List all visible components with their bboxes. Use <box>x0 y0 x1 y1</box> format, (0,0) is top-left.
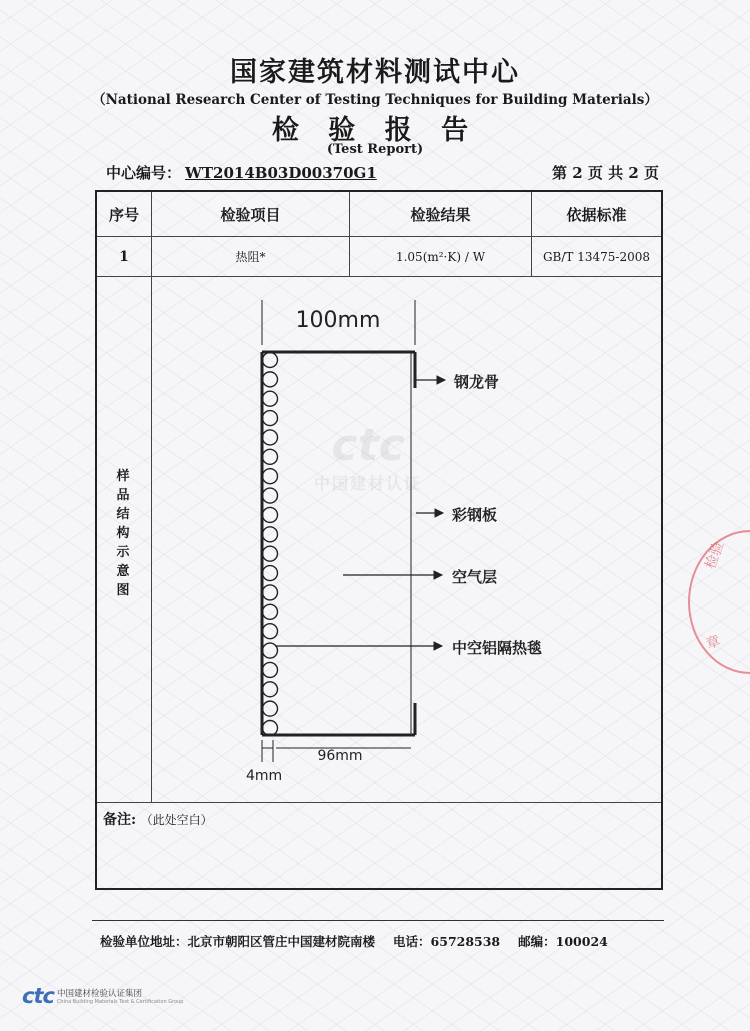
label-steel-keel: 钢龙骨 <box>454 373 500 391</box>
logo-text-cn: 中国建材检验认证集团 <box>56 989 142 999</box>
logo-text-en: China Building Materials Test & Certification Group <box>56 999 184 1005</box>
blanket-circle <box>263 430 278 445</box>
blanket-circle <box>263 353 278 368</box>
label-arrows <box>275 376 445 650</box>
phone-label: 电话： <box>393 934 431 949</box>
blanket-circle <box>263 566 278 581</box>
dim-bottom-label: 96mm <box>317 748 363 764</box>
blanket-circle <box>263 391 278 406</box>
footer <box>100 932 608 950</box>
blanket-circle <box>263 662 278 677</box>
watermark-mark: ctc <box>331 420 405 471</box>
arrowhead-blanket <box>434 642 442 650</box>
header-item: 检验项目 <box>220 205 281 224</box>
blanket-circle <box>263 469 278 484</box>
center-number-value: WT2014B03D00370G1 <box>185 164 377 182</box>
blanket-circle <box>263 721 278 736</box>
dim-top-label: 100mm <box>295 308 381 333</box>
arrowhead-color-steel <box>435 509 443 517</box>
label-blanket: 中空铝隔热毯 <box>452 639 543 657</box>
row-item: 热阻* <box>235 250 266 264</box>
org-title-en: （National Research Center of Testing Techniques for Building Materials） <box>92 92 658 108</box>
stamp-text-1: 检验 <box>702 539 728 572</box>
header-standard: 依据标准 <box>566 205 627 224</box>
blanket-circle <box>263 682 278 697</box>
doc-title: 检 验 报 告 <box>271 115 479 146</box>
label-color-steel: 彩钢板 <box>452 506 498 524</box>
postcode-label: 邮编： <box>518 934 556 949</box>
page-info: 第 2 页 共 2 页 <box>552 164 659 182</box>
blanket-circle <box>263 546 278 561</box>
watermark-text: 中国建材认证 <box>313 474 422 493</box>
arrowhead-steel-keel <box>437 376 445 384</box>
postcode: 100024 <box>555 934 608 949</box>
blanket-circle <box>263 604 278 619</box>
blanket-circle <box>263 507 278 522</box>
address: 北京市朝阳区管庄中国建材院南楼 <box>187 934 376 949</box>
label-air-layer: 空气层 <box>452 568 498 586</box>
company-logo <box>22 984 183 1008</box>
dim-left-label: 4mm <box>246 768 283 784</box>
footer-divider <box>92 920 664 921</box>
header-no: 序号 <box>108 205 139 224</box>
blanket-circle <box>263 372 278 387</box>
blanket-circle <box>263 527 278 542</box>
arrowhead-air-layer <box>434 571 442 579</box>
blanket-circle <box>263 643 278 658</box>
note-label: 备注: <box>103 812 137 828</box>
row-no: 1 <box>119 248 129 265</box>
header-result: 检验结果 <box>410 205 471 224</box>
ctc-logo-icon: ctc <box>22 984 54 1008</box>
doc-title-en: (Test Report) <box>326 142 424 157</box>
row-result: 1.05(m²·K) / W <box>395 249 486 264</box>
note-text: （此处空白） <box>140 813 213 827</box>
insulation-blanket-circles <box>263 353 278 736</box>
center-number-label: 中心编号： <box>106 164 182 182</box>
blanket-circle <box>263 585 278 600</box>
blanket-circle <box>263 488 278 503</box>
row-standard: GB/T 13475-2008 <box>542 249 651 264</box>
sample-structure-label: 样品结构示意图 <box>116 469 130 598</box>
blanket-circle <box>263 449 278 464</box>
address-label: 检验单位地址： <box>100 934 188 949</box>
blanket-circle <box>263 624 278 639</box>
phone: 65728538 <box>430 934 501 949</box>
org-title: 国家建筑材料测试中心 <box>230 57 520 88</box>
stamp-text-2: 章 <box>704 633 723 653</box>
blanket-circle <box>263 701 278 716</box>
blanket-circle <box>263 411 278 426</box>
